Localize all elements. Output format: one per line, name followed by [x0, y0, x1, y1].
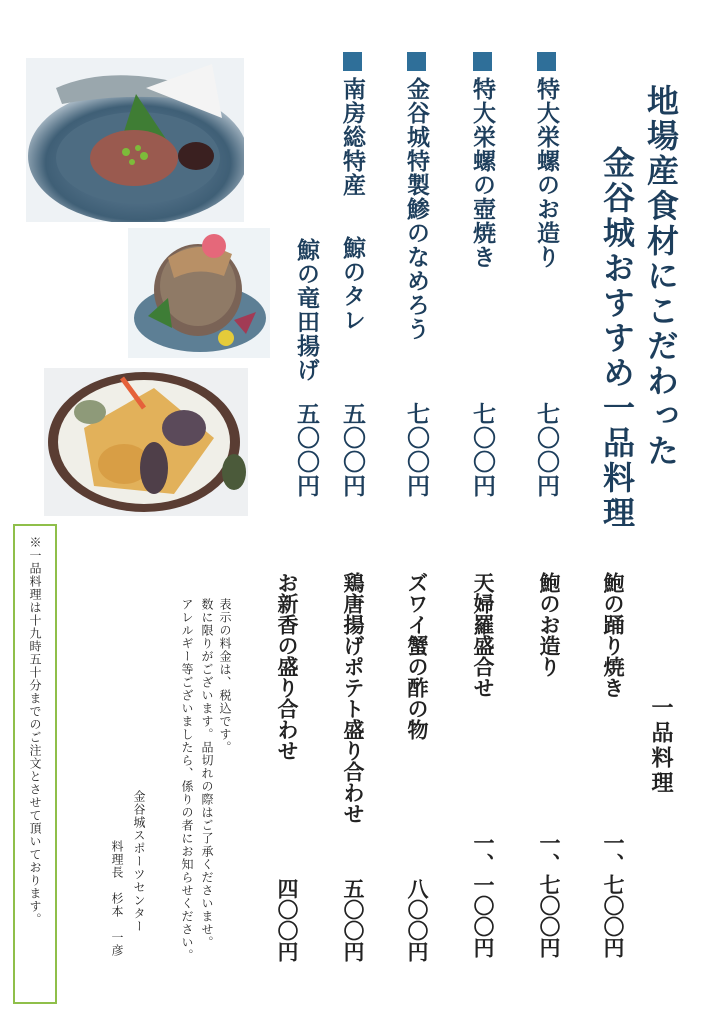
sazae-tsuboyaki-photo: [128, 228, 270, 358]
special-item-1: [530, 52, 563, 269]
note-stock: 数に限りがございます。品切れの際はご了承くださいませ。: [200, 598, 214, 949]
signature-chef: 料理長 杉本 一彦: [110, 840, 124, 957]
note-tax: 表示の料金は、税込です。: [218, 598, 232, 754]
order-deadline-note: ※一品料理は十九時五十分までのご注文とさせて頂いております。: [28, 536, 42, 926]
special-name: 特大栄螺のお造り: [533, 77, 560, 269]
special-name: 特大栄螺の壺焼き: [469, 77, 496, 269]
menu-item-4-name: ズワイ蟹の酢の物: [405, 572, 430, 740]
special-price-5: 五〇〇円: [293, 402, 320, 498]
menu-item-3-name: 天婦羅盛合せ: [471, 572, 496, 698]
square-marker-icon: [473, 52, 492, 71]
title-line-1: 地場産食材にこだわった: [642, 84, 680, 469]
special-item-2: [466, 52, 499, 269]
menu-item-2-name: 鮑のお造り: [537, 572, 562, 677]
menu-item-6-price: 四〇〇円: [275, 878, 300, 962]
menu-item-1-price: 一、七〇〇円: [601, 832, 626, 958]
special-item-4-sub: 鯨のタレ: [339, 236, 366, 332]
menu-item-3-price: 一、一〇〇円: [471, 832, 496, 958]
special-price-2: 七〇〇円: [469, 402, 496, 498]
menu-item-5-price: 五〇〇円: [341, 878, 366, 962]
special-item-5: 鯨の竜田揚げ: [293, 238, 320, 382]
square-marker-icon: [537, 52, 556, 71]
menu-item-1-name: 鮑の踊り焼き: [601, 572, 626, 698]
sazae-sashimi-photo: [26, 58, 244, 222]
signature-org: 金谷城スポーツセンター: [132, 790, 146, 933]
tempura-photo: [44, 368, 248, 516]
special-price-3: 七〇〇円: [403, 402, 430, 498]
menu-item-6-name: お新香の盛り合わせ: [275, 572, 300, 761]
special-item-4: [336, 52, 369, 197]
special-name: 南房総特産: [339, 77, 366, 197]
special-item-3: [400, 52, 433, 341]
menu-heading: 一品料理: [648, 696, 674, 796]
title-line-2: 金谷城おすすめ一品料理: [598, 146, 636, 531]
special-price-1: 七〇〇円: [533, 402, 560, 498]
menu-item-5-name: 鶏唐揚げポテト盛り合わせ: [341, 572, 366, 824]
special-price-4: 五〇〇円: [339, 402, 366, 498]
square-marker-icon: [407, 52, 426, 71]
menu-item-4-price: 八〇〇円: [405, 878, 430, 962]
order-deadline-note-box: [13, 524, 57, 1004]
menu-item-2-price: 一、七〇〇円: [537, 832, 562, 958]
square-marker-icon: [343, 52, 362, 71]
note-allergy: アレルギー等ございましたら、係りの者にお知らせください。: [180, 598, 194, 962]
special-name: 金谷城特製鯵のなめろう: [403, 77, 430, 341]
